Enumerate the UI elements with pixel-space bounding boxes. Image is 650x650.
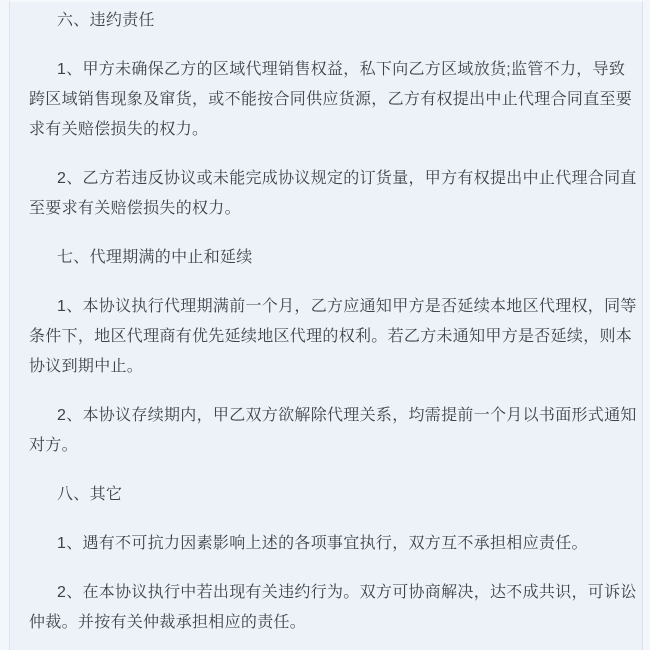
section-heading-term-expiry: 七、代理期满的中止和延续 [57, 249, 253, 266]
clause-term-2: 2、本协议存续期内，甲乙双方欲解除代理关系，均需提前一个月以书面形式通知对方。 [29, 407, 637, 454]
section-heading-miscellaneous: 八、其它 [57, 486, 123, 503]
clause-breach-2: 2、乙方若违反协议或未能完成协议规定的订货量，甲方有权提出中止代理合同直至要求有关赔偿损失的权力。 [29, 170, 637, 217]
clause-breach-1: 1、甲方未确保乙方的区域代理销售权益，私下向乙方区域放货;监管不力，导致跨区域销售现象及窜货，或不能按合同供应货源，乙方有权提出中止代理合同直至要求有关赔偿损失的权力。 [29, 61, 633, 138]
clause-misc-1: 1、遇有不可抗力因素影响上述的各项事宜执行，双方互不承担相应责任。 [57, 535, 588, 552]
clause-misc-2: 2、在本协议执行中若出现有关违约行为。双方可协商解决，达不成共识，可诉讼仲裁。并按有关仲裁承担相应的责任。 [29, 584, 637, 631]
contract-document-page [9, 0, 643, 650]
clause-term-1: 1、本协议执行代理期满前一个月，乙方应通知甲方是否延续本地区代理权，同等条件下，地区代理商有优先延续地区代理的权利。若乙方未通知甲方是否延续，则本协议到期中止。 [29, 298, 637, 375]
section-heading-breach-liability: 六、违约责任 [57, 12, 155, 29]
